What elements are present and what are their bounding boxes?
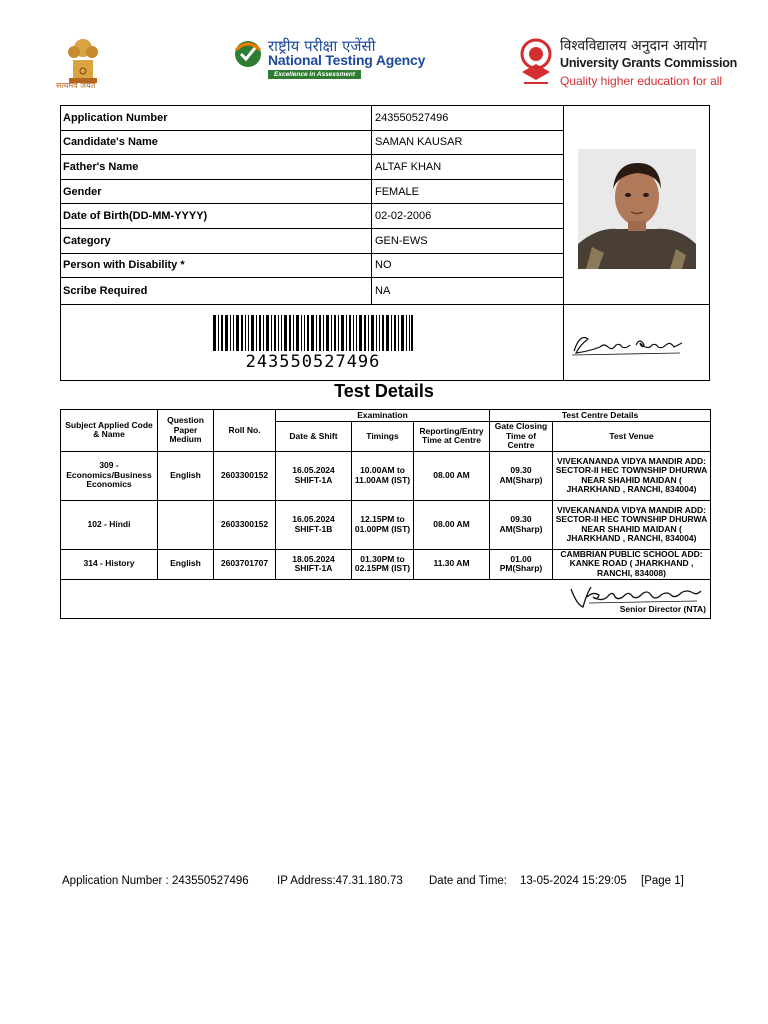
photo-cell (564, 106, 709, 304)
field-value: 243550527496 (372, 106, 564, 130)
ugc-tagline: Quality higher education for all (560, 74, 723, 88)
table-row (61, 451, 711, 500)
field-value: ALTAF KHAN (372, 155, 564, 179)
director-label: Senior Director (NTA) (619, 604, 706, 614)
table-row (61, 500, 711, 549)
field-value: NO (372, 254, 564, 278)
field-value: GEN-EWS (372, 229, 564, 253)
director-signature-cell (61, 579, 711, 618)
roll-cell: 2603300152 (214, 500, 276, 549)
gate-cell: 09.30 AM(Sharp) (490, 500, 553, 549)
nta-name: National Testing Agency (268, 52, 426, 68)
footer-ip-address: IP Address:47.31.180.73 (277, 875, 403, 887)
venue-cell: VIVEKANANDA VIDYA MANDIR ADD: SECTOR-II HEC TOWNSHIP DHURWA NEAR SHAHID MAIDAN ( JHARKHAND , RANCHI, 834004) (553, 500, 711, 549)
subject-cell: 309 - Economics/Business Economics (61, 451, 158, 500)
medium-cell: English (158, 451, 214, 500)
header-reporting: Reporting/Entry Time at Centre (414, 422, 490, 452)
candidate-row-father-name (61, 155, 564, 180)
timings-cell: 01.30PM to 02.15PM (IST) (352, 549, 414, 579)
date-shift-cell: 16.05.2024 SHIFT-1B (276, 500, 352, 549)
header-venue: Test Venue (553, 422, 711, 452)
field-label: Date of Birth(DD-MM-YYYY) (61, 204, 372, 228)
test-details-title: Test Details (334, 381, 434, 401)
footer-page-number: [Page 1] (641, 875, 684, 887)
header (0, 0, 768, 100)
candidate-row-name (61, 131, 564, 156)
date-shift-cell: 16.05.2024 SHIFT-1A (276, 451, 352, 500)
ugc-logo-icon (516, 36, 556, 88)
header-gate: Gate Closing Time of Centre (490, 422, 553, 452)
candidate-row-application-number (61, 106, 564, 131)
venue-cell: VIVEKANANDA VIDYA MANDIR ADD: SECTOR-II HEC TOWNSHIP DHURWA NEAR SHAHID MAIDAN ( JHARKHAND , RANCHI, 834004) (553, 451, 711, 500)
candidate-details-table (60, 105, 710, 381)
timings-cell: 12.15PM to 01.00PM (IST) (352, 500, 414, 549)
field-value: NA (372, 278, 564, 304)
reporting-cell: 08.00 AM (414, 500, 490, 549)
candidate-signature (570, 325, 686, 359)
medium-cell (158, 500, 214, 549)
nta-check-logo-icon (234, 40, 262, 68)
header-examination: Examination (276, 410, 490, 422)
barcode-cell (61, 304, 564, 380)
field-label: Father's Name (61, 155, 372, 179)
candidate-photo (578, 149, 696, 269)
venue-cell: CAMBRIAN PUBLIC SCHOOL ADD: KANKE ROAD ( JHARKHAND , RANCHI, 834008) (553, 549, 711, 579)
field-label: Scribe Required (61, 278, 372, 304)
candidate-row-disability (61, 254, 564, 279)
field-value: FEMALE (372, 180, 564, 204)
candidate-row-scribe (61, 278, 564, 304)
footer-datetime-label: Date and Time: (429, 875, 507, 887)
header-roll: Roll No. (214, 410, 276, 452)
nta-tagline: Excellence in Assessment (268, 70, 361, 79)
header-date-shift: Date & Shift (276, 422, 352, 452)
gate-cell: 09.30 AM(Sharp) (490, 451, 553, 500)
footer-datetime: 13-05-2024 15:29:05 (520, 875, 627, 887)
test-details-table (60, 409, 711, 619)
nta-hindi-name: राष्ट्रीय परीक्षा एजेंसी (268, 37, 376, 55)
field-label: Category (61, 229, 372, 253)
director-signature-row (61, 579, 711, 618)
field-label: Candidate's Name (61, 131, 372, 155)
field-value: 02-02-2006 (372, 204, 564, 228)
header-timings: Timings (352, 422, 414, 452)
candidate-signature-cell (564, 304, 709, 380)
reporting-cell: 11.30 AM (414, 549, 490, 579)
barcode (213, 315, 413, 351)
roll-cell: 2603701707 (214, 549, 276, 579)
roll-cell: 2603300152 (214, 451, 276, 500)
reporting-cell: 08.00 AM (414, 451, 490, 500)
table-row (61, 549, 711, 579)
ugc-name: University Grants Commission (560, 56, 738, 70)
page-footer (62, 875, 684, 887)
gate-cell: 01.00 PM(Sharp) (490, 549, 553, 579)
ugc-hindi-name: विश्वविद्यालय अनुदान आयोग (560, 38, 707, 54)
medium-cell: English (158, 549, 214, 579)
field-label: Gender (61, 180, 372, 204)
field-label: Application Number (61, 106, 372, 130)
candidate-row-gender (61, 180, 564, 205)
subject-cell: 314 - History (61, 549, 158, 579)
candidate-row-dob (61, 204, 564, 229)
header-subject: Subject Applied Code & Name (61, 410, 158, 452)
date-shift-cell: 18.05.2024 SHIFT-1A (276, 549, 352, 579)
timings-cell: 10.00AM to 11.00AM (IST) (352, 451, 414, 500)
footer-application-number: Application Number : 243550527496 (62, 875, 249, 887)
header-medium: Question Paper Medium (158, 410, 214, 452)
field-label: Person with Disability * (61, 254, 372, 278)
subject-cell: 102 - Hindi (61, 500, 158, 549)
barcode-number: 243550527496 (245, 352, 381, 372)
emblem-caption: सत्यमेव जयते (56, 81, 96, 90)
candidate-row-category (61, 229, 564, 254)
header-centre-details: Test Centre Details (490, 410, 711, 422)
field-value: SAMAN KAUSAR (372, 131, 564, 155)
